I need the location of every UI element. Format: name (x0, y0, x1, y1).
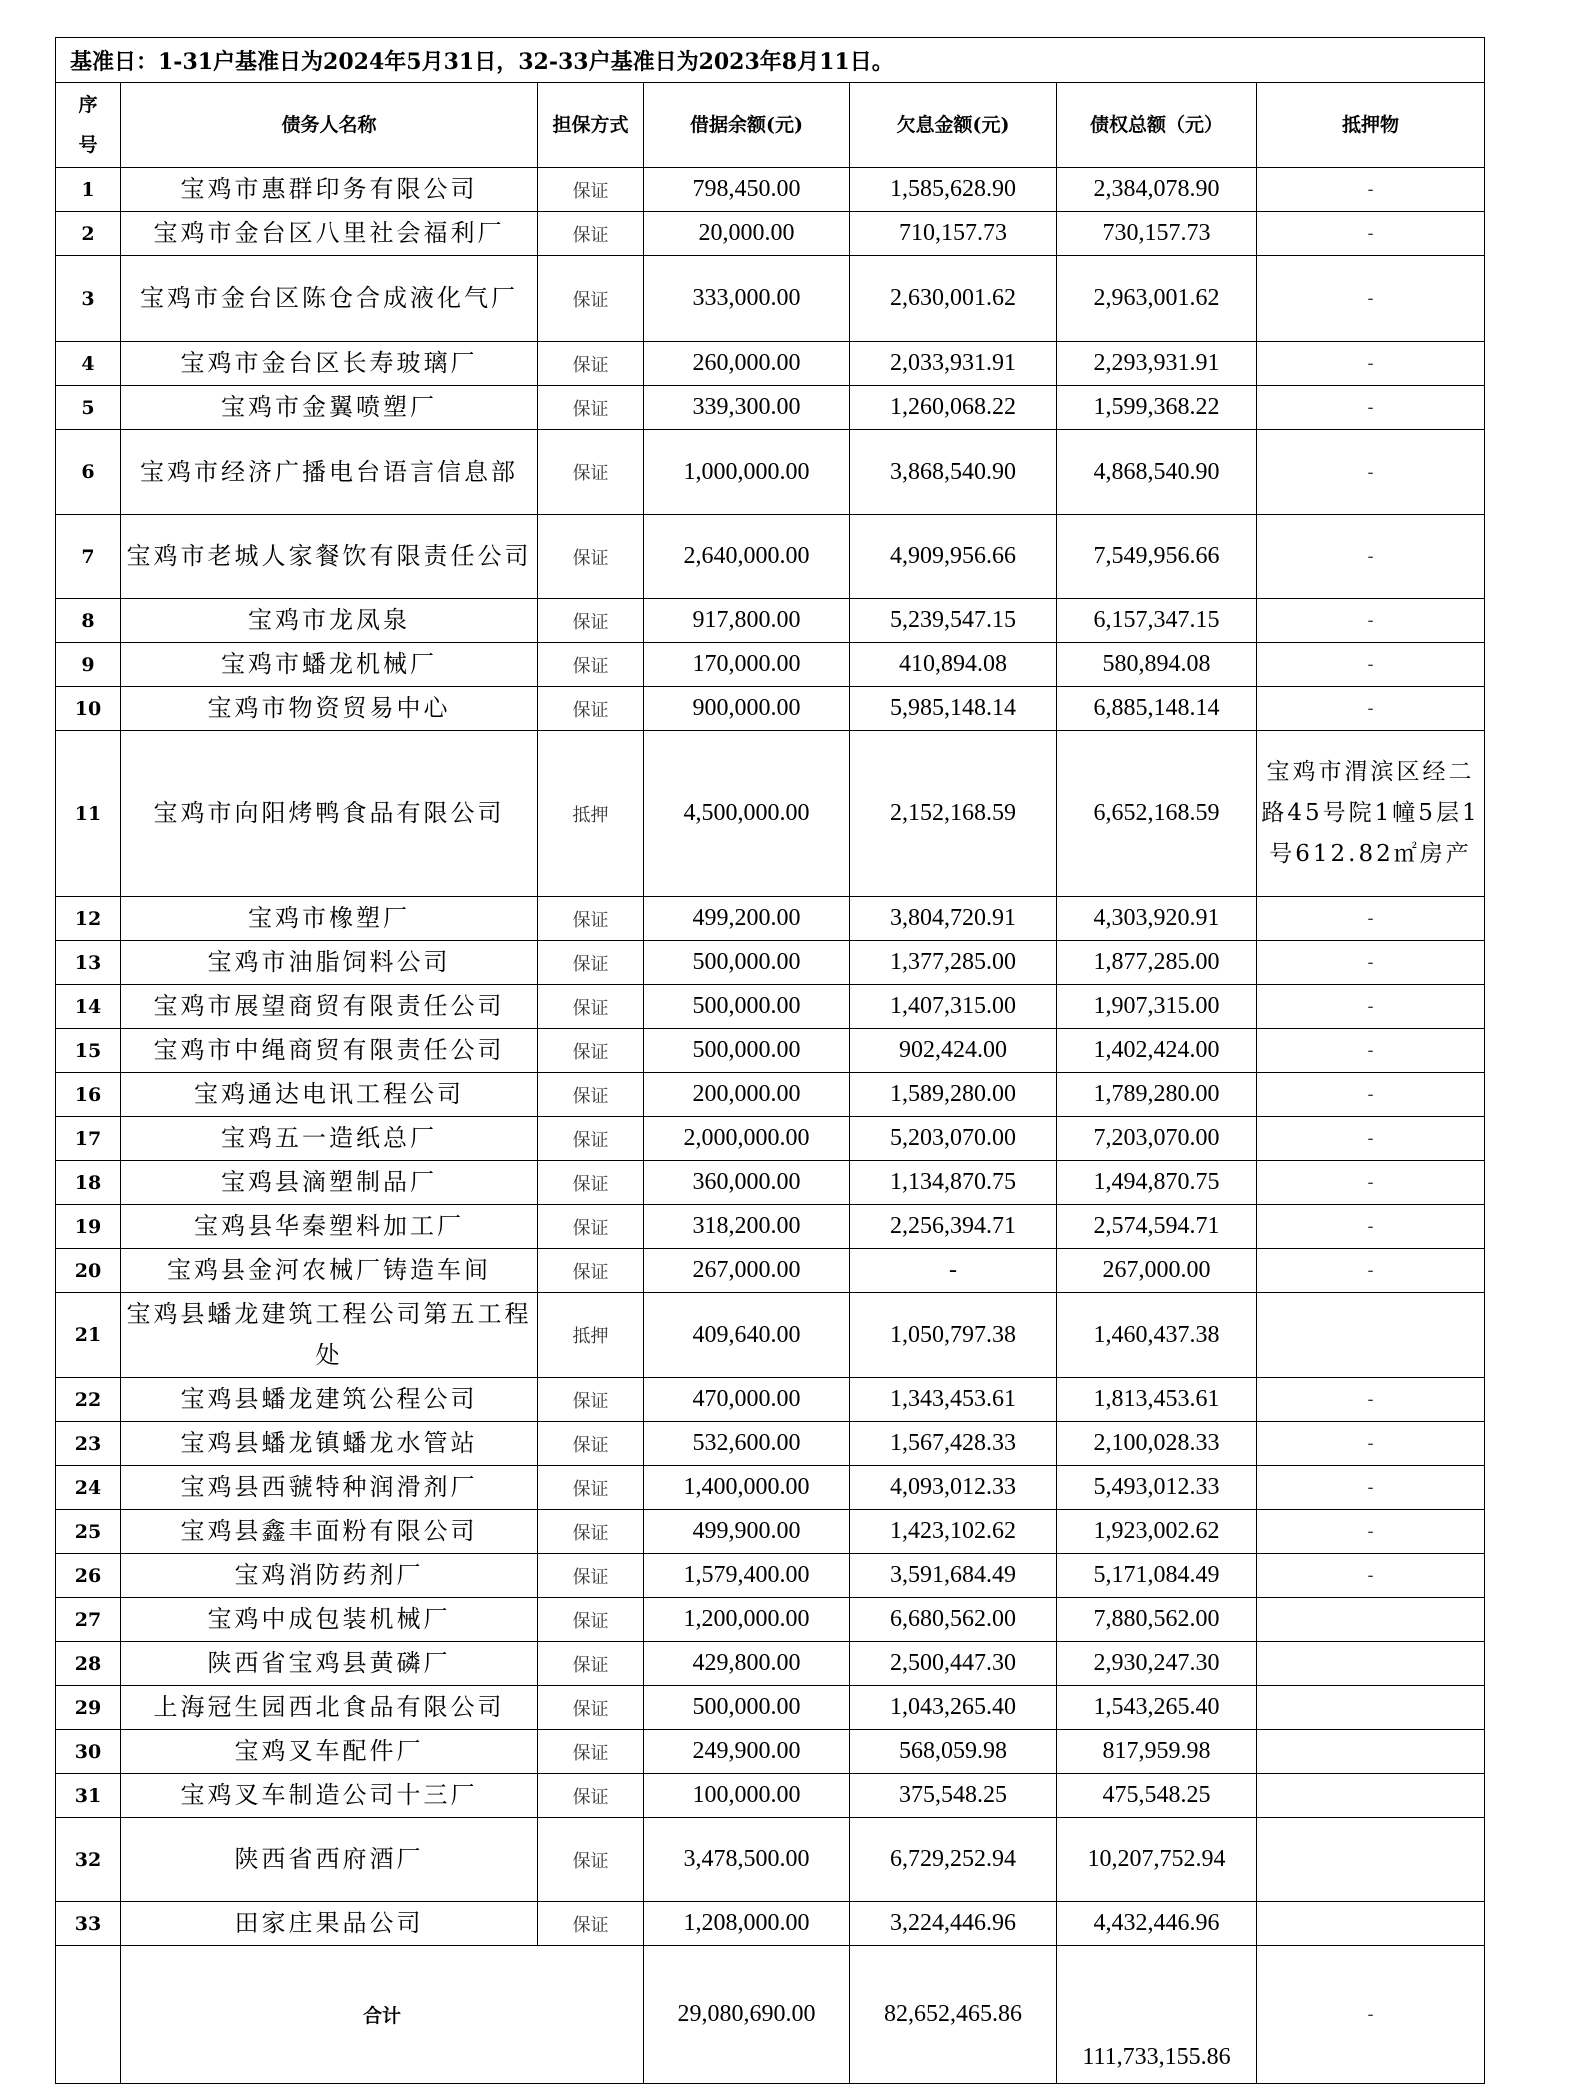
guarantee-type: 保证 (538, 897, 644, 941)
collateral (1257, 1818, 1485, 1902)
total-claim: 2,293,931.91 (1057, 342, 1257, 386)
summary-total: 111,733,155.86 (1057, 1946, 1257, 2084)
collateral: - (1257, 941, 1485, 985)
collateral (1257, 1774, 1485, 1818)
header-interest: 欠息金额(元) (850, 83, 1057, 168)
row-number: 13 (56, 941, 121, 985)
header-no: 序号 (56, 83, 121, 168)
row-number: 7 (56, 515, 121, 599)
guarantee-type: 保证 (538, 1205, 644, 1249)
principal-amount: 170,000.00 (644, 643, 850, 687)
interest-amount: 1,567,428.33 (850, 1422, 1057, 1466)
debtor-name: 宝鸡市金台区陈仓合成液化气厂 (121, 256, 538, 342)
principal-amount: 318,200.00 (644, 1205, 850, 1249)
table-row (56, 731, 1485, 897)
debtor-name: 陕西省西府酒厂 (121, 1818, 538, 1902)
summary-row (56, 1946, 1485, 2084)
collateral (1257, 1686, 1485, 1730)
interest-amount: 2,033,931.91 (850, 342, 1057, 386)
row-number: 21 (56, 1293, 121, 1378)
guarantee-type: 保证 (538, 342, 644, 386)
debtor-name: 宝鸡叉车制造公司十三厂 (121, 1774, 538, 1818)
table-row (56, 1073, 1485, 1117)
debtor-name: 宝鸡县蟠龙建筑工程公司第五工程处 (121, 1293, 538, 1378)
guarantee-type: 抵押 (538, 1293, 644, 1378)
collateral (1257, 1730, 1485, 1774)
total-claim: 475,548.25 (1057, 1774, 1257, 1818)
row-number: 16 (56, 1073, 121, 1117)
header-name: 债务人名称 (121, 83, 538, 168)
total-claim: 1,543,265.40 (1057, 1686, 1257, 1730)
total-claim: 2,100,028.33 (1057, 1422, 1257, 1466)
debtor-name: 宝鸡市蟠龙机械厂 (121, 643, 538, 687)
row-number: 22 (56, 1378, 121, 1422)
principal-amount: 100,000.00 (644, 1774, 850, 1818)
guarantee-type: 保证 (538, 1029, 644, 1073)
interest-amount: 4,909,956.66 (850, 515, 1057, 599)
row-number: 17 (56, 1117, 121, 1161)
table-row (56, 985, 1485, 1029)
debtor-name: 宝鸡叉车配件厂 (121, 1730, 538, 1774)
principal-amount: 2,000,000.00 (644, 1117, 850, 1161)
total-claim: 6,652,168.59 (1057, 731, 1257, 897)
interest-amount: 5,239,547.15 (850, 599, 1057, 643)
table-row (56, 1293, 1485, 1378)
table-row (56, 643, 1485, 687)
total-claim: 5,171,084.49 (1057, 1554, 1257, 1598)
guarantee-type: 保证 (538, 1818, 644, 1902)
debtor-name: 宝鸡市惠群印务有限公司 (121, 168, 538, 212)
interest-amount: 4,093,012.33 (850, 1466, 1057, 1510)
interest-amount: 3,804,720.91 (850, 897, 1057, 941)
collateral: - (1257, 897, 1485, 941)
guarantee-type: 保证 (538, 1554, 644, 1598)
base-date-row (56, 38, 1485, 83)
debtor-name: 宝鸡县蟠龙建筑公程公司 (121, 1378, 538, 1422)
table-row (56, 1029, 1485, 1073)
table-row (56, 168, 1485, 212)
total-claim: 267,000.00 (1057, 1249, 1257, 1293)
collateral: - (1257, 643, 1485, 687)
interest-amount: 6,729,252.94 (850, 1818, 1057, 1902)
row-number: 32 (56, 1818, 121, 1902)
collateral: - (1257, 1205, 1485, 1249)
debtor-name: 宝鸡市油脂饲料公司 (121, 941, 538, 985)
debtor-name: 陕西省宝鸡县黄磷厂 (121, 1642, 538, 1686)
row-number: 33 (56, 1902, 121, 1946)
guarantee-type: 抵押 (538, 731, 644, 897)
row-number: 18 (56, 1161, 121, 1205)
collateral: - (1257, 1029, 1485, 1073)
collateral: - (1257, 256, 1485, 342)
guarantee-type: 保证 (538, 1249, 644, 1293)
summary-no (56, 1946, 121, 2084)
table-row (56, 897, 1485, 941)
guarantee-type: 保证 (538, 1510, 644, 1554)
interest-amount: 1,260,068.22 (850, 386, 1057, 430)
collateral: - (1257, 1510, 1485, 1554)
total-claim: 1,460,437.38 (1057, 1293, 1257, 1378)
table-row (56, 1117, 1485, 1161)
row-number: 20 (56, 1249, 121, 1293)
interest-amount: 568,059.98 (850, 1730, 1057, 1774)
guarantee-type: 保证 (538, 1598, 644, 1642)
interest-amount: 2,152,168.59 (850, 731, 1057, 897)
table-row (56, 1422, 1485, 1466)
principal-amount: 333,000.00 (644, 256, 850, 342)
collateral: - (1257, 168, 1485, 212)
principal-amount: 499,900.00 (644, 1510, 850, 1554)
row-number: 4 (56, 342, 121, 386)
total-claim: 4,303,920.91 (1057, 897, 1257, 941)
total-claim: 7,549,956.66 (1057, 515, 1257, 599)
table-row (56, 515, 1485, 599)
row-number: 10 (56, 687, 121, 731)
collateral (1257, 1598, 1485, 1642)
principal-amount: 429,800.00 (644, 1642, 850, 1686)
debt-table (55, 37, 1485, 2084)
row-number: 28 (56, 1642, 121, 1686)
row-number: 26 (56, 1554, 121, 1598)
total-claim: 2,574,594.71 (1057, 1205, 1257, 1249)
interest-amount: 410,894.08 (850, 643, 1057, 687)
total-claim: 4,868,540.90 (1057, 430, 1257, 515)
total-claim: 1,907,315.00 (1057, 985, 1257, 1029)
table-row (56, 212, 1485, 256)
total-claim: 6,157,347.15 (1057, 599, 1257, 643)
total-claim: 6,885,148.14 (1057, 687, 1257, 731)
collateral: - (1257, 1073, 1485, 1117)
summary-principal: 29,080,690.00 (644, 1946, 850, 2084)
principal-amount: 3,478,500.00 (644, 1818, 850, 1902)
interest-amount: 2,256,394.71 (850, 1205, 1057, 1249)
debtor-name: 田家庄果品公司 (121, 1902, 538, 1946)
principal-amount: 200,000.00 (644, 1073, 850, 1117)
table-row (56, 386, 1485, 430)
collateral (1257, 1902, 1485, 1946)
interest-amount: 3,868,540.90 (850, 430, 1057, 515)
table-row (56, 1598, 1485, 1642)
header-principal: 借据余额(元) (644, 83, 850, 168)
principal-amount: 20,000.00 (644, 212, 850, 256)
total-claim: 817,959.98 (1057, 1730, 1257, 1774)
total-claim: 2,384,078.90 (1057, 168, 1257, 212)
table-row (56, 1774, 1485, 1818)
header-row (56, 83, 1485, 168)
guarantee-type: 保证 (538, 1073, 644, 1117)
guarantee-type: 保证 (538, 1117, 644, 1161)
collateral: - (1257, 342, 1485, 386)
row-number: 11 (56, 731, 121, 897)
row-number: 9 (56, 643, 121, 687)
collateral: - (1257, 515, 1485, 599)
total-claim: 1,877,285.00 (1057, 941, 1257, 985)
collateral: - (1257, 1161, 1485, 1205)
table-row (56, 1161, 1485, 1205)
table-row (56, 1510, 1485, 1554)
table-row (56, 1554, 1485, 1598)
total-claim: 2,930,247.30 (1057, 1642, 1257, 1686)
principal-amount: 900,000.00 (644, 687, 850, 731)
table-row (56, 941, 1485, 985)
principal-amount: 1,579,400.00 (644, 1554, 850, 1598)
summary-interest: 82,652,465.86 (850, 1946, 1057, 2084)
guarantee-type: 保证 (538, 256, 644, 342)
guarantee-type: 保证 (538, 386, 644, 430)
row-number: 25 (56, 1510, 121, 1554)
guarantee-type: 保证 (538, 985, 644, 1029)
guarantee-type: 保证 (538, 643, 644, 687)
interest-amount: 1,343,453.61 (850, 1378, 1057, 1422)
principal-amount: 409,640.00 (644, 1293, 850, 1378)
interest-amount: 1,423,102.62 (850, 1510, 1057, 1554)
guarantee-type: 保证 (538, 1378, 644, 1422)
interest-amount: 6,680,562.00 (850, 1598, 1057, 1642)
debtor-name: 宝鸡市物资贸易中心 (121, 687, 538, 731)
total-claim: 1,599,368.22 (1057, 386, 1257, 430)
row-number: 12 (56, 897, 121, 941)
table-row (56, 256, 1485, 342)
interest-amount: 1,377,285.00 (850, 941, 1057, 985)
guarantee-type: 保证 (538, 1466, 644, 1510)
total-claim: 4,432,446.96 (1057, 1902, 1257, 1946)
guarantee-type: 保证 (538, 1422, 644, 1466)
collateral: - (1257, 1466, 1485, 1510)
guarantee-type: 保证 (538, 1730, 644, 1774)
debtor-name: 宝鸡县华秦塑料加工厂 (121, 1205, 538, 1249)
debtor-name: 宝鸡市经济广播电台语言信息部 (121, 430, 538, 515)
interest-amount: 1,050,797.38 (850, 1293, 1057, 1378)
debtor-name: 上海冠生园西北食品有限公司 (121, 1686, 538, 1730)
collateral: - (1257, 1378, 1485, 1422)
interest-amount: 3,591,684.49 (850, 1554, 1057, 1598)
debtor-name: 宝鸡市金翼喷塑厂 (121, 386, 538, 430)
row-number: 1 (56, 168, 121, 212)
row-number: 31 (56, 1774, 121, 1818)
collateral (1257, 1293, 1485, 1378)
principal-amount: 499,200.00 (644, 897, 850, 941)
guarantee-type: 保证 (538, 687, 644, 731)
total-claim: 580,894.08 (1057, 643, 1257, 687)
principal-amount: 500,000.00 (644, 941, 850, 985)
guarantee-type: 保证 (538, 599, 644, 643)
interest-amount: 3,224,446.96 (850, 1902, 1057, 1946)
interest-amount: 1,407,315.00 (850, 985, 1057, 1029)
row-number: 24 (56, 1466, 121, 1510)
interest-amount: 2,630,001.62 (850, 256, 1057, 342)
table-row (56, 1818, 1485, 1902)
principal-amount: 4,500,000.00 (644, 731, 850, 897)
collateral: - (1257, 985, 1485, 1029)
total-claim: 730,157.73 (1057, 212, 1257, 256)
debtor-name: 宝鸡通达电讯工程公司 (121, 1073, 538, 1117)
table-row (56, 599, 1485, 643)
header-collateral: 抵押物 (1257, 83, 1485, 168)
total-claim: 10,207,752.94 (1057, 1818, 1257, 1902)
guarantee-type: 保证 (538, 212, 644, 256)
guarantee-type: 保证 (538, 515, 644, 599)
collateral: - (1257, 212, 1485, 256)
collateral (1257, 1642, 1485, 1686)
total-claim: 7,880,562.00 (1057, 1598, 1257, 1642)
guarantee-type: 保证 (538, 1642, 644, 1686)
table-row (56, 1249, 1485, 1293)
debtor-name: 宝鸡市展望商贸有限责任公司 (121, 985, 538, 1029)
principal-amount: 917,800.00 (644, 599, 850, 643)
collateral: - (1257, 1422, 1485, 1466)
interest-amount: 710,157.73 (850, 212, 1057, 256)
row-number: 27 (56, 1598, 121, 1642)
principal-amount: 2,640,000.00 (644, 515, 850, 599)
principal-amount: 798,450.00 (644, 168, 850, 212)
debtor-name: 宝鸡县蟠龙镇蟠龙水管站 (121, 1422, 538, 1466)
principal-amount: 267,000.00 (644, 1249, 850, 1293)
interest-amount: 1,043,265.40 (850, 1686, 1057, 1730)
total-claim: 1,923,002.62 (1057, 1510, 1257, 1554)
principal-amount: 500,000.00 (644, 1686, 850, 1730)
principal-amount: 260,000.00 (644, 342, 850, 386)
table-row (56, 1686, 1485, 1730)
collateral: - (1257, 1554, 1485, 1598)
base-date-note: 基准日：1-31户基准日为2024年5月31日，32-33户基准日为2023年8月11日。 (56, 38, 1485, 83)
table-row (56, 430, 1485, 515)
principal-amount: 500,000.00 (644, 1029, 850, 1073)
total-claim: 7,203,070.00 (1057, 1117, 1257, 1161)
interest-amount: 1,589,280.00 (850, 1073, 1057, 1117)
principal-amount: 500,000.00 (644, 985, 850, 1029)
interest-amount: 5,203,070.00 (850, 1117, 1057, 1161)
guarantee-type: 保证 (538, 1686, 644, 1730)
summary-label: 合计 (121, 1946, 644, 2084)
collateral: 宝鸡市渭滨区经二路45号院1幢5层1号612.82㎡房产 (1257, 731, 1485, 897)
table-row (56, 1466, 1485, 1510)
guarantee-type: 保证 (538, 1774, 644, 1818)
header-guarantee: 担保方式 (538, 83, 644, 168)
table-row (56, 687, 1485, 731)
collateral: - (1257, 1249, 1485, 1293)
interest-amount: 375,548.25 (850, 1774, 1057, 1818)
interest-amount: 902,424.00 (850, 1029, 1057, 1073)
row-number: 5 (56, 386, 121, 430)
debtor-name: 宝鸡市老城人家餐饮有限责任公司 (121, 515, 538, 599)
collateral: - (1257, 386, 1485, 430)
debtor-name: 宝鸡市龙凤泉 (121, 599, 538, 643)
total-claim: 1,789,280.00 (1057, 1073, 1257, 1117)
principal-amount: 1,200,000.00 (644, 1598, 850, 1642)
debtor-name: 宝鸡市中绳商贸有限责任公司 (121, 1029, 538, 1073)
table-row (56, 1642, 1485, 1686)
debtor-name: 宝鸡市金台区长寿玻璃厂 (121, 342, 538, 386)
table-row (56, 1730, 1485, 1774)
principal-amount: 360,000.00 (644, 1161, 850, 1205)
interest-amount: 1,585,628.90 (850, 168, 1057, 212)
guarantee-type: 保证 (538, 430, 644, 515)
row-number: 29 (56, 1686, 121, 1730)
principal-amount: 470,000.00 (644, 1378, 850, 1422)
debtor-name: 宝鸡市橡塑厂 (121, 897, 538, 941)
row-number: 8 (56, 599, 121, 643)
debtor-name: 宝鸡五一造纸总厂 (121, 1117, 538, 1161)
summary-collateral: - (1257, 1946, 1485, 2084)
guarantee-type: 保证 (538, 941, 644, 985)
interest-amount: 5,985,148.14 (850, 687, 1057, 731)
row-number: 23 (56, 1422, 121, 1466)
debtor-name: 宝鸡市向阳烤鸭食品有限公司 (121, 731, 538, 897)
total-claim: 1,813,453.61 (1057, 1378, 1257, 1422)
row-number: 2 (56, 212, 121, 256)
debtor-name: 宝鸡中成包装机械厂 (121, 1598, 538, 1642)
table-row (56, 1902, 1485, 1946)
table-row (56, 1378, 1485, 1422)
interest-amount: - (850, 1249, 1057, 1293)
guarantee-type: 保证 (538, 168, 644, 212)
total-claim: 1,494,870.75 (1057, 1161, 1257, 1205)
principal-amount: 339,300.00 (644, 386, 850, 430)
debtor-name: 宝鸡县西虢特种润滑剂厂 (121, 1466, 538, 1510)
interest-amount: 2,500,447.30 (850, 1642, 1057, 1686)
collateral: - (1257, 430, 1485, 515)
table-row (56, 342, 1485, 386)
row-number: 15 (56, 1029, 121, 1073)
principal-amount: 1,000,000.00 (644, 430, 850, 515)
principal-amount: 1,400,000.00 (644, 1466, 850, 1510)
total-claim: 5,493,012.33 (1057, 1466, 1257, 1510)
collateral: - (1257, 599, 1485, 643)
table-row (56, 1205, 1485, 1249)
guarantee-type: 保证 (538, 1161, 644, 1205)
principal-amount: 532,600.00 (644, 1422, 850, 1466)
collateral: - (1257, 687, 1485, 731)
collateral: - (1257, 1117, 1485, 1161)
guarantee-type: 保证 (538, 1902, 644, 1946)
debtor-name: 宝鸡县金河农械厂铸造车间 (121, 1249, 538, 1293)
principal-amount: 1,208,000.00 (644, 1902, 850, 1946)
header-total: 债权总额（元） (1057, 83, 1257, 168)
row-number: 30 (56, 1730, 121, 1774)
row-number: 14 (56, 985, 121, 1029)
interest-amount: 1,134,870.75 (850, 1161, 1057, 1205)
debtor-name: 宝鸡县滴塑制品厂 (121, 1161, 538, 1205)
total-claim: 2,963,001.62 (1057, 256, 1257, 342)
total-claim: 1,402,424.00 (1057, 1029, 1257, 1073)
row-number: 6 (56, 430, 121, 515)
row-number: 3 (56, 256, 121, 342)
debtor-name: 宝鸡市金台区八里社会福利厂 (121, 212, 538, 256)
debtor-name: 宝鸡消防药剂厂 (121, 1554, 538, 1598)
row-number: 19 (56, 1205, 121, 1249)
debtor-name: 宝鸡县鑫丰面粉有限公司 (121, 1510, 538, 1554)
principal-amount: 249,900.00 (644, 1730, 850, 1774)
